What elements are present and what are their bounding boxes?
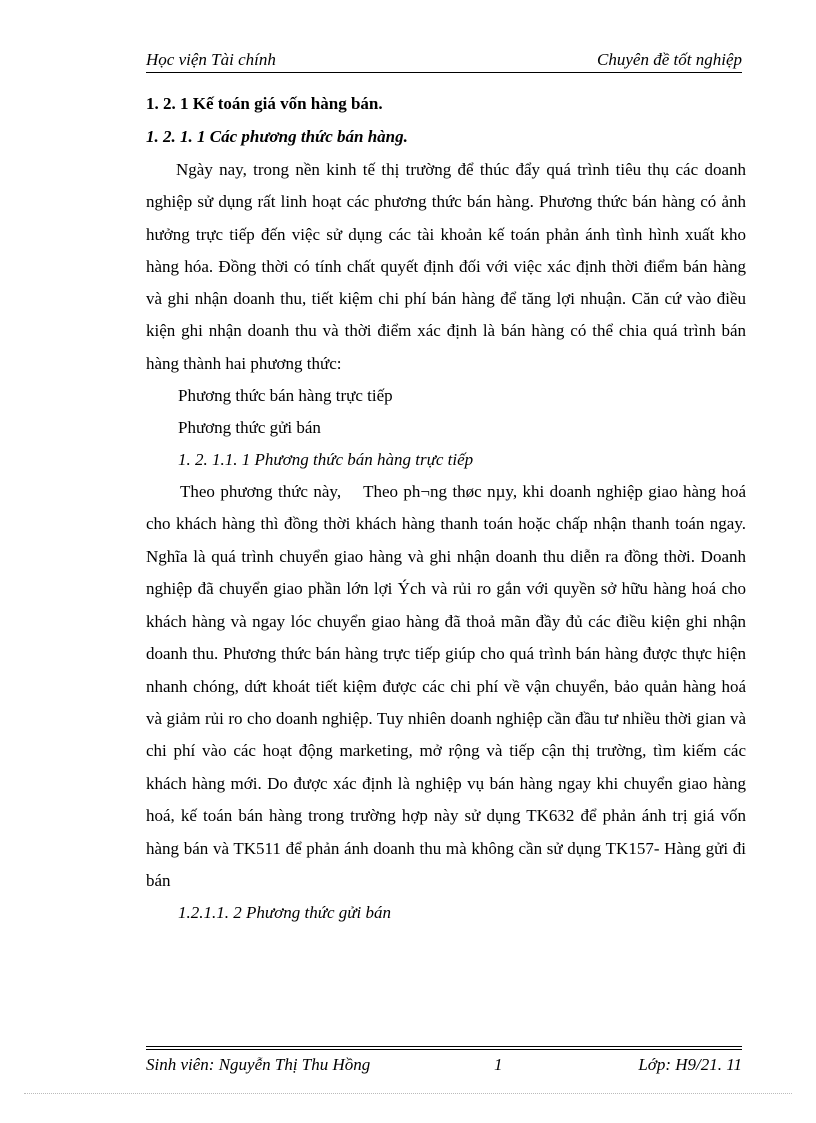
subsection-heading <box>146 120 746 154</box>
page-bottom-border <box>24 1093 792 1094</box>
method-item-consignment: Phương thức gửi bán <box>178 418 321 438</box>
subsection-heading-text: 1. 2. 1. 1 Các phương thức bán hàng <box>146 127 404 146</box>
footer-page-number: 1 <box>494 1055 503 1074</box>
direct-sales-body: Theo ph¬ng thøc nµy, khi doanh nghiệp giao hàng hoá cho khách hàng thì đồng thời khách hàng thanh toán hoặc chấp nhận thanh toán ngay. Nghĩa là quá trình chuyển giao hàng và ghi nhận doanh thu diễn ra đồng thời. Doanh nghiệp đã chuyển giao phần lớn lợi Ých và rủi ro gắn với quyền sở hữu hàng hoá cho khách hàng và ngay lóc chuyển giao hàng đã thoả mãn đầy đủ các điều kiện ghi nhận doanh thu. Phương thức bán hàng trực tiếp giúp cho quá trình bán hàng được thực hiện nhanh chóng, dứt khoát tiết kiệm được các chi phí về vận chuyển, bảo quản hàng hoá và giảm rủi ro cho doanh nghiệp. Tuy nhiên doanh nghiệp cần đầu tư nhiều thời gian và chi phí vào các hoạt động marketing, mở rộng và tiếp cận thị trường, tìm kiếm các khách hàng mới. Do được xác định là nghiệp vụ bán hàng ngay khi chuyển giao hàng hoá, kế toán bán hàng trong trường hợp này sử dụng TK632 để phản ánh trị giá vốn hàng bán và TK511 để phản ánh doanh thu mà không cần sử dụng TK157- Hàng gửi đi bán <box>146 482 746 890</box>
subsubsection-heading-consignment: 1.2.1.1. 2 Phương thức gửi bán <box>178 903 392 923</box>
subsection-heading-period: . <box>403 127 408 146</box>
footer-class: Lớp: H9/21. 11 <box>638 1055 742 1074</box>
direct-sales-lead: Theo phương thức này, <box>180 482 342 502</box>
intro-paragraph: Ngày nay, trong nền kinh tế thị trường để thúc đẩy quá trình tiêu thụ các doanh nghiệp sử dụng rất linh hoạt các phương thức bán hàng. Phương thức bán hàng có ảnh hưởng trực tiếp đến việc sử dụng các tài khoản kế toán phản ánh tình hình xuất kho hàng hóa. Đồng thời có tính chất quyết định đối với việc xác định thời điểm bán hàng và ghi nhận doanh thu, tiết kiệm chi phí bán hàng để tăng lợi nhuận. Căn cứ vào điều kiện ghi nhận doanh thu và thời điểm xác định là bán hàng có thể chia quá trình bán hàng thành hai phương thức: <box>146 160 746 373</box>
direct-sales-paragraph <box>146 476 746 897</box>
main-content <box>146 88 746 929</box>
footer-student: Sinh viên: Nguyễn Thị Thu Hồng <box>146 1055 371 1074</box>
method-item-direct: Phương thức bán hàng trực tiếp <box>178 386 393 406</box>
footer-divider-bottom <box>146 1049 742 1050</box>
footer-divider-top <box>146 1046 742 1047</box>
section-heading: 1. 2. 1 Kế toán giá vốn hàng bán. <box>146 94 383 113</box>
header-document-type: Chuyên đề tốt nghiệp <box>597 50 742 69</box>
header-institution: Học viện Tài chính <box>146 50 276 69</box>
subsubsection-heading-direct: 1. 2. 1.1. 1 Phương thức bán hàng trực tiếp <box>178 450 474 470</box>
page-footer <box>146 1055 742 1079</box>
header-divider <box>146 72 742 73</box>
page-header <box>146 48 742 74</box>
